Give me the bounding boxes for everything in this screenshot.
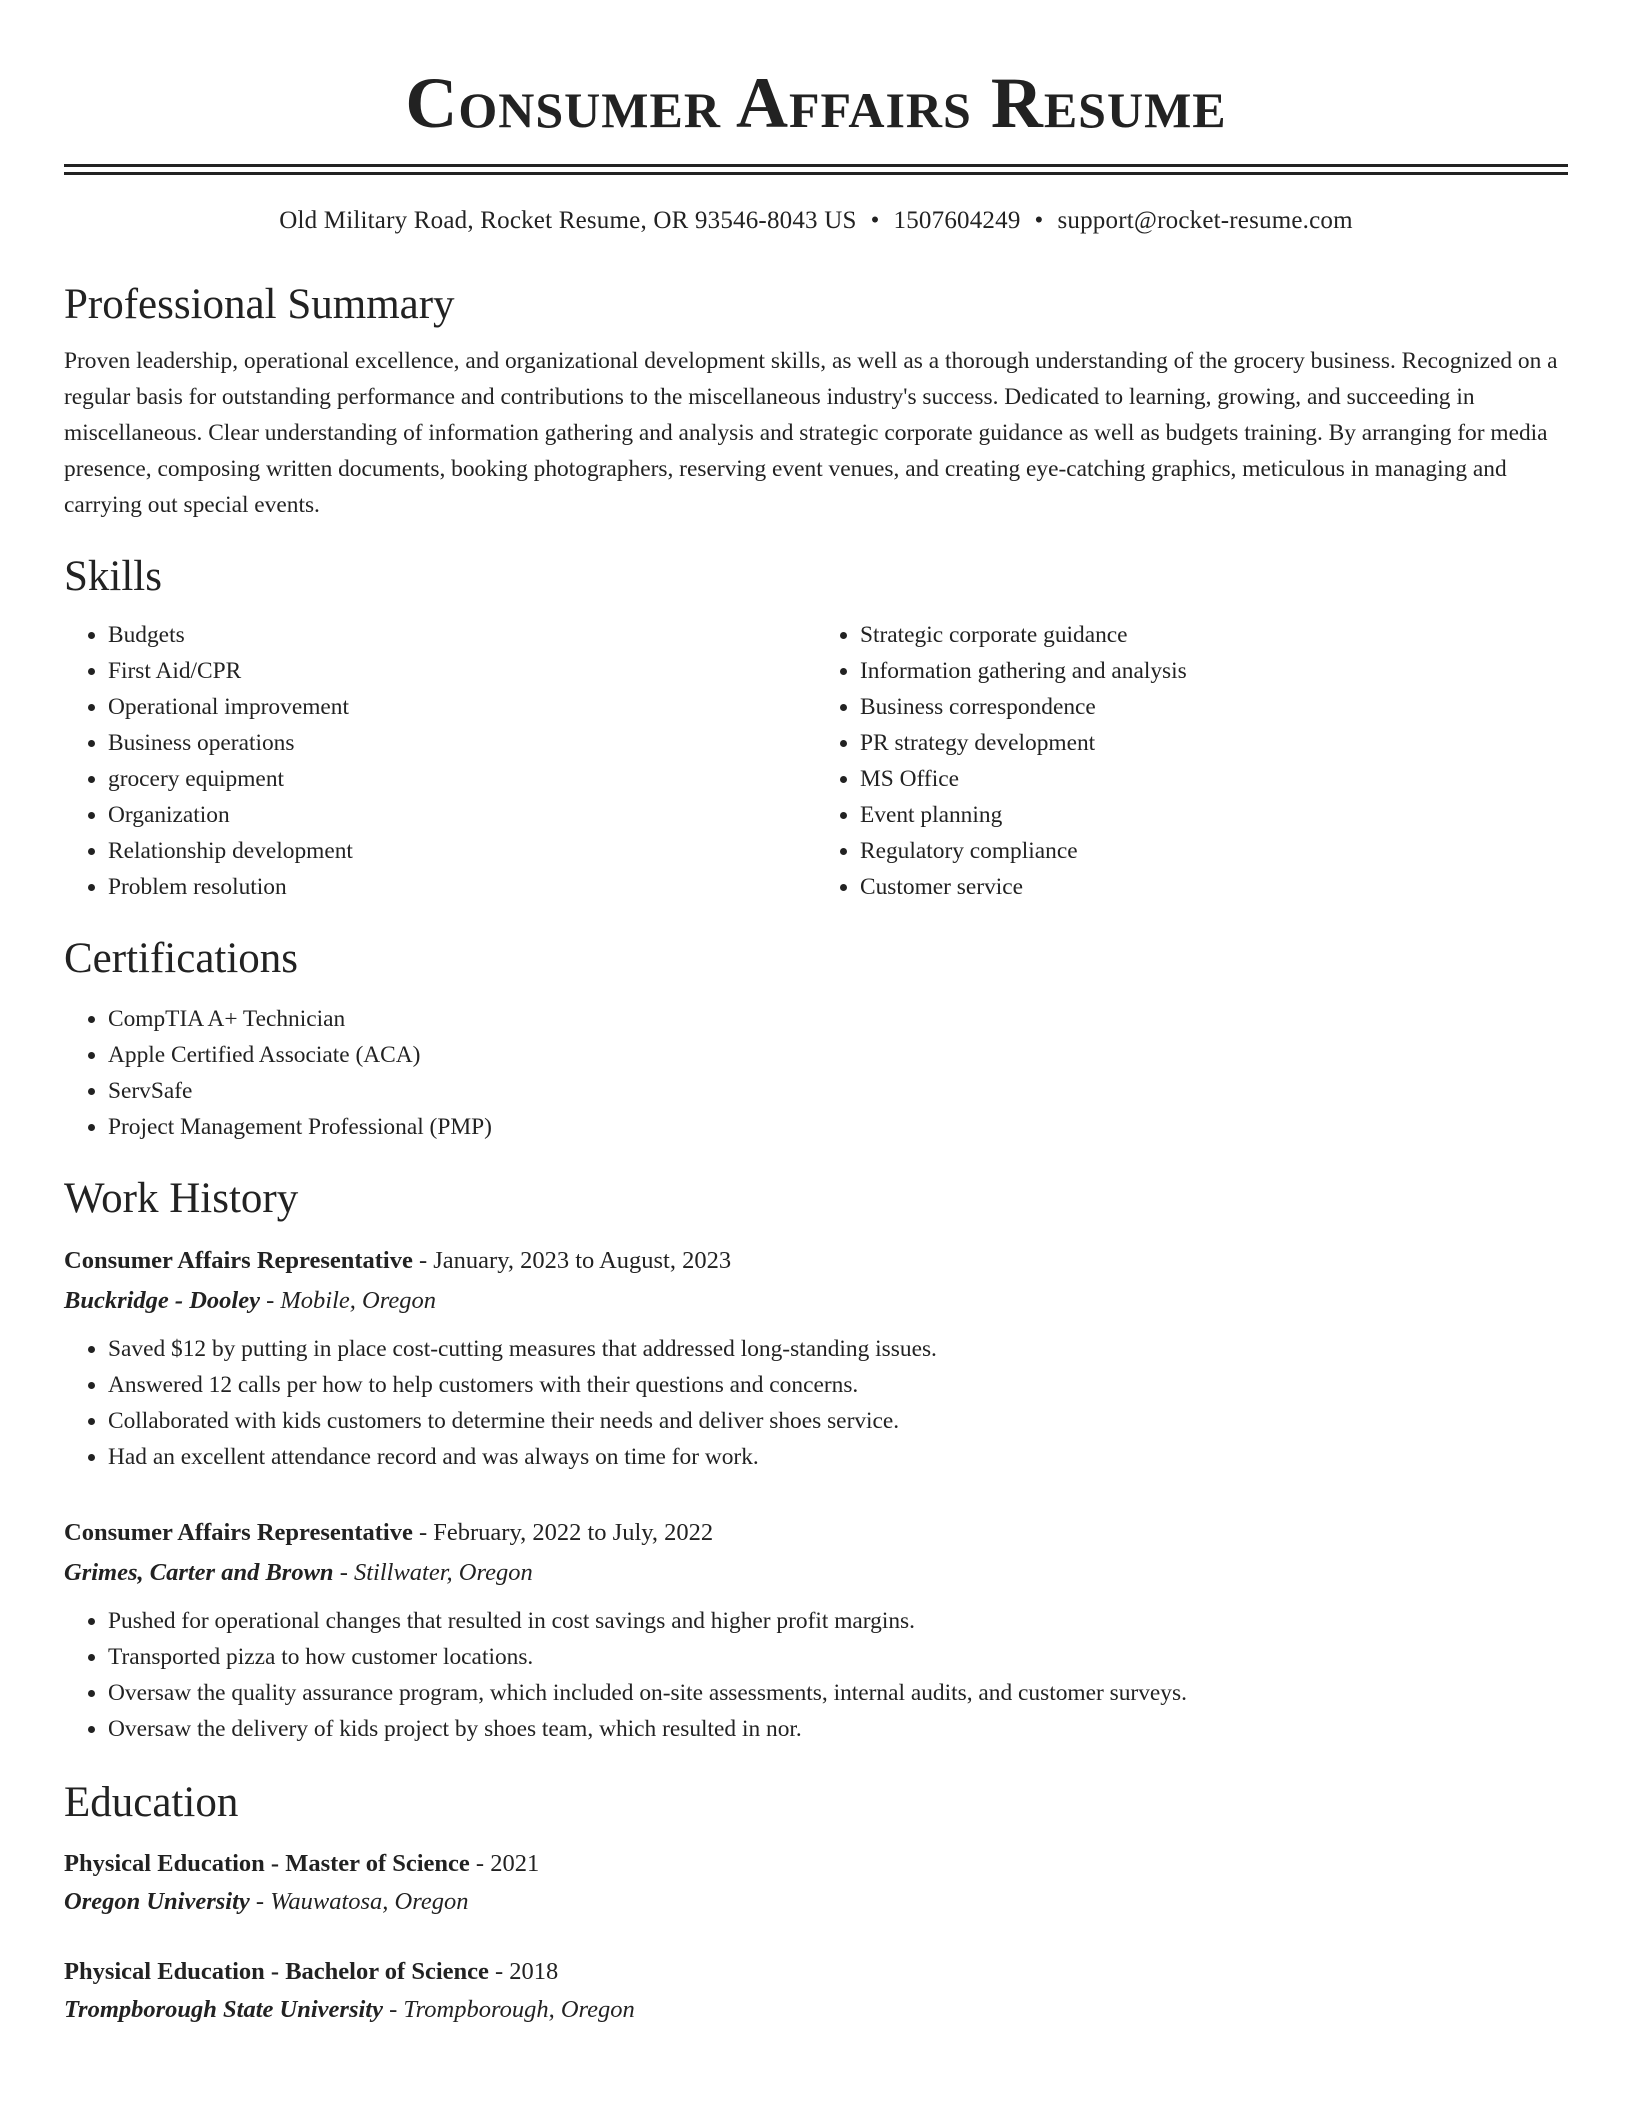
education-heading: Education bbox=[64, 1779, 239, 1826]
job-bullet: • Answered 12 calls per how to help customers with their questions and concerns. bbox=[108, 1367, 1568, 1403]
job-dates: - February, 2022 to July, 2022 bbox=[412, 1519, 714, 1546]
job-bullet: • Saved $12 by putting in place cost-cutting measures that addressed long-standing issues. bbox=[108, 1331, 1568, 1367]
skill-item: • Event planning bbox=[860, 797, 1568, 833]
certification-item: • ServSafe bbox=[108, 1073, 1568, 1109]
job-bullet: • Had an excellent attendance record and was always on time for work. bbox=[108, 1439, 1568, 1475]
job-bullet: • Oversaw the quality assurance program, which included on-site assessments, internal audits, and customer surveys. bbox=[108, 1675, 1568, 1711]
job-entry bbox=[64, 1513, 1568, 1747]
skills-list-left bbox=[64, 617, 816, 905]
education-entry bbox=[64, 1953, 1568, 2029]
job-entry bbox=[64, 1241, 1568, 1475]
contact-separator: • bbox=[870, 207, 880, 234]
skill-item: • Budgets bbox=[108, 617, 816, 653]
job-bullet: • Transported pizza to how customer locations. bbox=[108, 1639, 1568, 1675]
job-bullet: • Oversaw the delivery of kids project by shoes team, which resulted in nor. bbox=[108, 1711, 1568, 1747]
degree-line bbox=[64, 1845, 1568, 1883]
skill-item: • First Aid/CPR bbox=[108, 653, 816, 689]
school-line bbox=[64, 1883, 1568, 1921]
skills-columns bbox=[64, 617, 1568, 905]
degree-name: Physical Education - Bachelor of Science bbox=[64, 1958, 489, 1985]
employer-line bbox=[64, 1281, 1568, 1321]
skills-heading: Skills bbox=[64, 553, 162, 600]
employer-location: - Mobile, Oregon bbox=[259, 1287, 436, 1314]
school-location: - Wauwatosa, Oregon bbox=[249, 1888, 469, 1915]
degree-name: Physical Education - Master of Science bbox=[64, 1850, 470, 1877]
job-bullet: • Collaborated with kids customers to determine their needs and deliver shoes service. bbox=[108, 1403, 1568, 1439]
summary-heading: Professional Summary bbox=[64, 281, 455, 328]
certifications-list bbox=[64, 1001, 1568, 1145]
contact-address: Old Military Road, Rocket Resume, OR 93546-8043 US bbox=[279, 207, 857, 234]
certification-item: • Apple Certified Associate (ACA) bbox=[108, 1037, 1568, 1073]
job-dates: - January, 2023 to August, 2023 bbox=[412, 1247, 732, 1274]
degree-year: - 2021 bbox=[469, 1850, 540, 1877]
skills-list-right bbox=[816, 617, 1568, 905]
employer-location: - Stillwater, Oregon bbox=[333, 1559, 533, 1586]
skill-item: • Operational improvement bbox=[108, 689, 816, 725]
certification-item: • Project Management Professional (PMP) bbox=[108, 1109, 1568, 1145]
school-name: Trompborough State University bbox=[64, 1996, 383, 2023]
skill-item: • Business correspondence bbox=[860, 689, 1568, 725]
skill-item: • PR strategy development bbox=[860, 725, 1568, 761]
degree-line bbox=[64, 1953, 1568, 1991]
education-entry bbox=[64, 1845, 1568, 1921]
job-bullets bbox=[64, 1331, 1568, 1475]
contact-line bbox=[64, 205, 1568, 237]
employer-line bbox=[64, 1553, 1568, 1593]
certifications-heading: Certifications bbox=[64, 935, 299, 982]
skill-item: • grocery equipment bbox=[108, 761, 816, 797]
job-title: Consumer Affairs Representative bbox=[64, 1519, 413, 1546]
school-line bbox=[64, 1991, 1568, 2029]
school-location: - Trompborough, Oregon bbox=[382, 1996, 635, 2023]
skill-item: • Customer service bbox=[860, 869, 1568, 905]
skill-item: • Business operations bbox=[108, 725, 816, 761]
degree-year: - 2018 bbox=[488, 1958, 559, 1985]
work-history-heading: Work History bbox=[64, 1175, 299, 1222]
certification-item: • CompTIA A+ Technician bbox=[108, 1001, 1568, 1037]
skill-item: • Regulatory compliance bbox=[860, 833, 1568, 869]
skill-item: • Organization bbox=[108, 797, 816, 833]
skill-item: • MS Office bbox=[860, 761, 1568, 797]
employer-name: Buckridge - Dooley bbox=[64, 1287, 260, 1314]
title-double-rule bbox=[64, 164, 1568, 175]
skill-item: • Problem resolution bbox=[108, 869, 816, 905]
job-bullets bbox=[64, 1603, 1568, 1747]
resume-page bbox=[64, 0, 1568, 2029]
employer-name: Grimes, Carter and Brown bbox=[64, 1559, 334, 1586]
job-title-line bbox=[64, 1513, 1568, 1553]
skill-item: • Relationship development bbox=[108, 833, 816, 869]
job-title-line bbox=[64, 1241, 1568, 1281]
skill-item: • Information gathering and analysis bbox=[860, 653, 1568, 689]
job-title: Consumer Affairs Representative bbox=[64, 1247, 413, 1274]
contact-email: support@rocket-resume.com bbox=[1057, 207, 1353, 234]
job-bullet: • Pushed for operational changes that resulted in cost savings and higher profit margins. bbox=[108, 1603, 1568, 1639]
skill-item: • Strategic corporate guidance bbox=[860, 617, 1568, 653]
contact-phone: 1507604249 bbox=[893, 207, 1021, 234]
summary-text: Proven leadership, operational excellence, and organizational development skills, as well as a thorough understanding of the grocery business. Recognized on a regular basis for outstanding performance and contributions to the miscellaneous industry's success. Dedicated to learning, growing, and succeeding in miscellaneous. Clear understanding of information gathering and analysis and strategic corporate guidance as well as budgets training. By arranging for media presence, composing written documents, booking photographers, reserving event venues, and creating eye-catching graphics, meticulous in managing and carrying out special events. bbox=[64, 348, 1558, 518]
school-name: Oregon University bbox=[64, 1888, 250, 1915]
resume-title: Consumer Affairs Resume bbox=[405, 63, 1227, 143]
contact-separator: • bbox=[1034, 207, 1044, 234]
